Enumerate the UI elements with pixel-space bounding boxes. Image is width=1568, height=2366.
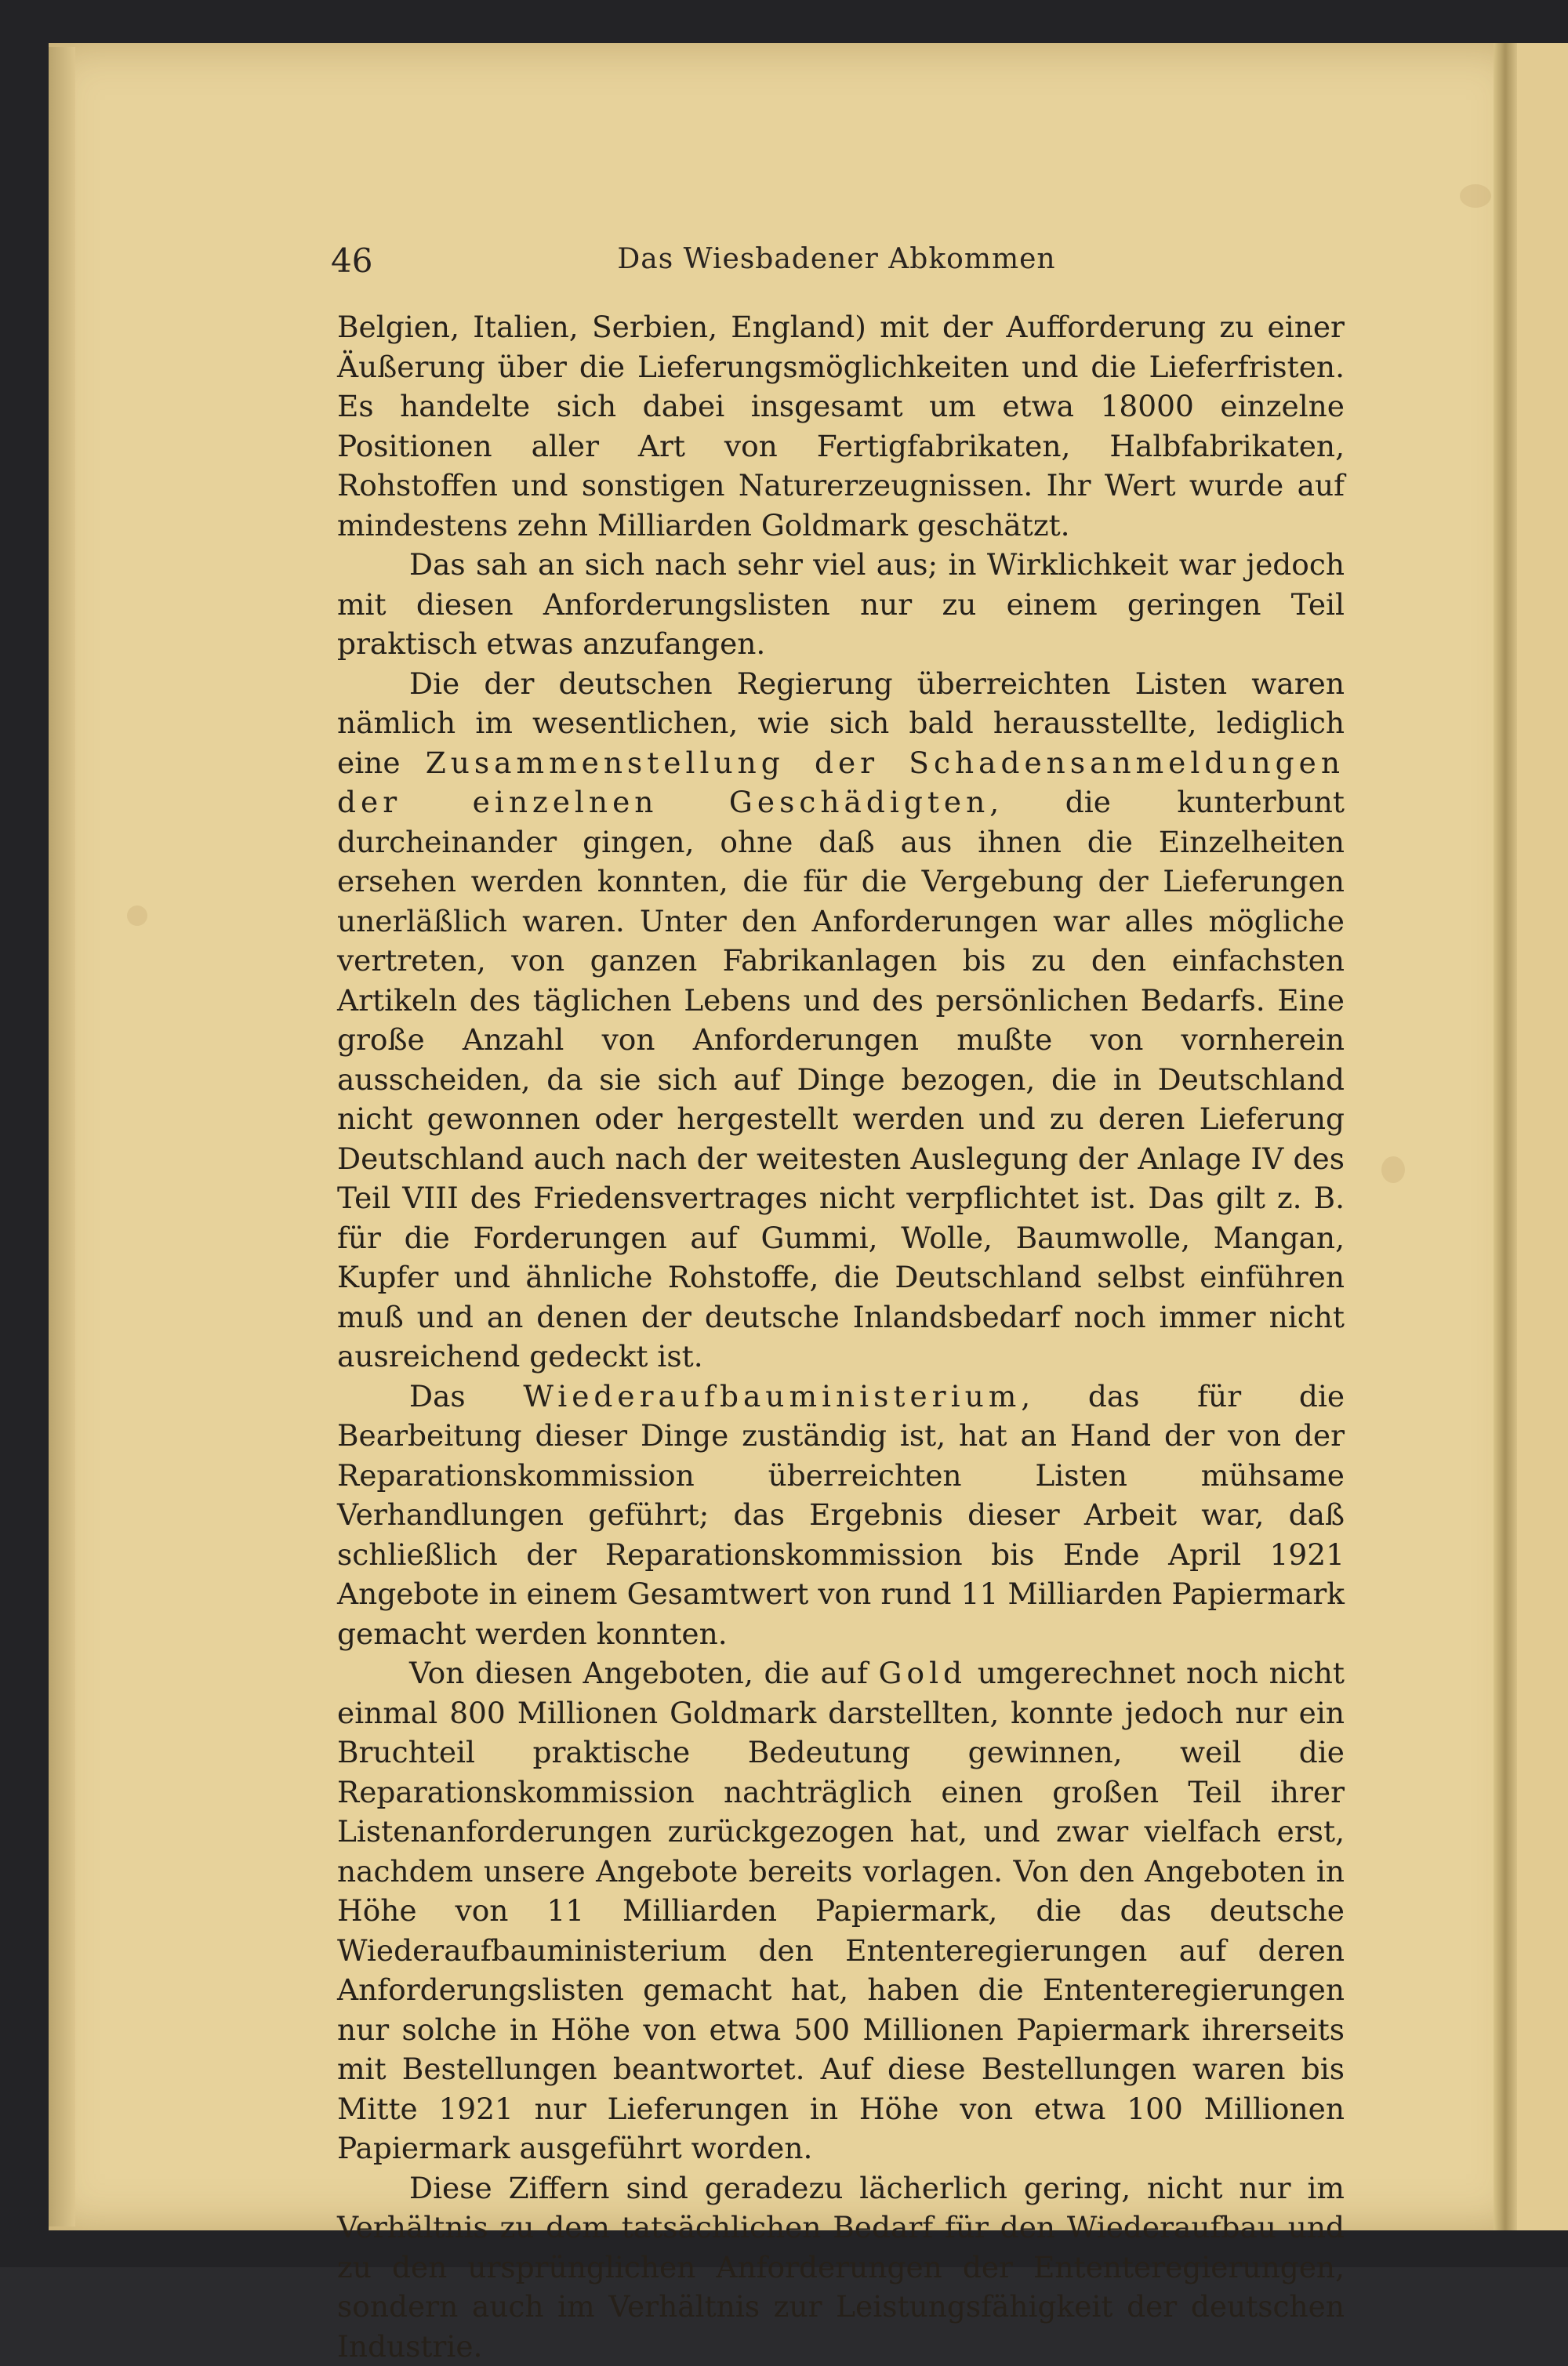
emphasized-text: Gold (879, 1656, 967, 1690)
body-text (337, 307, 1345, 2366)
facing-page-edge (1517, 43, 1568, 2230)
page-number: 46 (331, 241, 372, 280)
text-run: Das sah an sich nach sehr viel aus; in Wirklichkeit war jedoch mit diesen Anforderungslisten nur zu einem geringen Teil praktisch etwas anzufangen. (337, 547, 1345, 661)
text-run: , das für die Bearbeitung dieser Dinge zuständig ist, hat an Hand der von der Reparationskommission überreichten Listen mühsame Verhandlungen geführt; das Ergebnis dieser Arbeit war, daß schließlich der Reparationskommission bis Ende April 1921 Angebote in einem Gesamtwert von rund 11 Milliarden Papiermark gemacht werden konnten. (337, 1379, 1345, 1651)
text-run: Von diesen Angeboten, die auf (409, 1656, 879, 1690)
paragraph (337, 307, 1345, 545)
paragraph (337, 1377, 1345, 1654)
paper-stain (1381, 1156, 1405, 1183)
text-run: Diese Ziffern sind geradezu lächerlich gering, nicht nur im Verhältnis zu dem tatsächlichen Bedarf für den Wiederaufbau und zu den ursprünglichen Anforderungen der Ententeregierungen, sondern auch im Verhältnis zur Leistungsfähigkeit der deutschen Industrie. (337, 2171, 1345, 2364)
emphasized-text: Wiederaufbauministerium (523, 1379, 1021, 1413)
book-gutter (1494, 43, 1517, 2230)
paragraph (337, 664, 1345, 1377)
page-stack-edge (49, 47, 75, 2226)
text-run: , die kunterbunt durcheinander gingen, ohne daß aus ihnen die Einzelheiten ersehen werden konnten, die für die Vergebung der Lieferungen unerläßlich waren. Unter den Anforderungen war alles mögliche vertreten, von ganzen Fabrikanlagen bis zu den einfachsten Artikeln des täglichen Lebens und des persönlichen Bedarfs. Eine große Anzahl von Anforderungen mußte von vornherein ausscheiden, da sie sich auf Dinge bezogen, die in Deutschland nicht gewonnen oder hergestellt werden und zu deren Lieferung Deutschland auch nach der weitesten Auslegung der Anlage IV des Teil VIII des Friedensvertrages nicht verpflichtet ist. Das gilt z. B. für die Forderungen auf Gummi, Wolle, Baumwolle, Mangan, Kupfer und ähnliche Rohstoffe, die Deutschland selbst einführen muß und an denen der deutsche Inlandsbedarf noch immer nicht ausreichend gedeckt ist. (337, 785, 1345, 1374)
emphasized-text: Zusammenstellung der Schadensanmeldungen der einzelnen Geschädigten (337, 746, 1345, 820)
text-run: Belgien, Italien, Serbien, England) mit der Aufforderung zu einer Äußerung über die Lieferungsmöglichkeiten und die Lieferfristen. Es handelte sich dabei insgesamt um etwa 18000 einzelne Positionen aller Art von Fertigfabrikaten, Halbfabrikaten, Rohstoffen und sonstigen Naturerzeugnissen. Ihr Wert wurde auf mindestens zehn Milliarden Goldmark geschätzt. (337, 310, 1345, 543)
paper-stain (127, 905, 147, 926)
text-run: Die der deutschen Regierung überreichten Listen waren nämlich im wesentlichen, wie sich bald herausstellte, lediglich eine (337, 666, 1345, 780)
text-run: Das (409, 1379, 523, 1413)
paragraph (337, 1653, 1345, 2168)
paper-stain (1460, 184, 1491, 208)
text-run: umgerechnet noch nicht einmal 800 Millionen Goldmark darstellten, konnte jedoch nur ein Bruchteil praktische Bedeutung gewinnen, weil die Reparationskommission nachträglich einen großen Teil ihrer Listenanforderungen zurückgezogen hat, und zwar vielfach erst, nachdem unsere Angebote bereits vorlagen. Von den Angeboten in Höhe von 11 Milliarden Papiermark, die das deutsche Wiederaufbauministerium den Ententeregierungen auf deren Anforderungslisten gemacht hat, haben die Ententeregierungen nur solche in Höhe von etwa 500 Millionen Papiermark ihrerseits mit Bestellungen beantwortet. Auf diese Bestellungen waren bis Mitte 1921 nur Lieferungen in Höhe von etwa 100 Millionen Papiermark ausgeführt worden. (337, 1656, 1345, 2165)
running-title: Das Wiesbadener Abkommen (331, 243, 1342, 275)
paragraph (337, 545, 1345, 664)
page-header (331, 235, 1342, 282)
